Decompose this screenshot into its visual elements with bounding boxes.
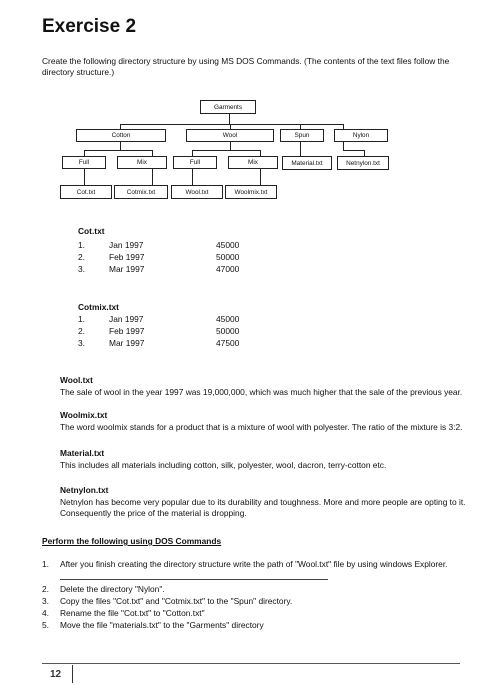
task-item: 5. Move the file "materials.txt" to the "Garments" directory	[42, 620, 264, 630]
tree-node-wool: Wool	[186, 129, 274, 142]
task-item: 4. Rename the file "Cot.txt" to "Cotton.txt"	[42, 608, 205, 618]
tree-connector	[229, 114, 230, 124]
tree-connector	[300, 142, 301, 156]
tree-connector	[230, 142, 231, 150]
tree-connector	[84, 169, 85, 185]
tree-connector	[260, 169, 261, 185]
file-name-cotmix: Cotmix.txt	[78, 302, 119, 312]
page-number: 12	[50, 669, 62, 680]
footer-divider	[42, 663, 460, 664]
page-number-bar	[72, 665, 73, 683]
tree-connector	[192, 150, 261, 151]
tree-connector	[120, 124, 344, 125]
tree-node-material-txt: Material.txt	[282, 156, 332, 170]
perform-heading: Perform the following using DOS Commands	[42, 536, 222, 546]
tree-connector	[152, 169, 153, 185]
tree-node-garments: Garments	[200, 100, 256, 114]
section-title-material: Material.txt	[60, 448, 105, 458]
tree-connector	[192, 169, 193, 185]
tree-node-cot-txt: Cot.txt	[60, 185, 112, 199]
tree-connector	[120, 142, 121, 150]
section-text-netnylon: Netnylon has become very popular due to its durability and toughness. More and more people are opting to it. Consequently the price of the material is dropping.	[60, 497, 466, 518]
task-item: 2. Delete the directory "Nylon".	[42, 584, 165, 594]
file-name-cot: Cot.txt	[78, 226, 105, 236]
section-title-woolmix: Woolmix.txt	[60, 410, 108, 420]
section-title-wool: Wool.txt	[60, 375, 93, 385]
section-text-material: This includes all materials including cotton, silk, polyester, wool, dacron, terry-cotton etc.	[60, 460, 387, 470]
tree-connector	[343, 142, 344, 150]
page-title: Exercise 2	[42, 16, 137, 37]
section-title-netnylon: Netnylon.txt	[60, 485, 109, 495]
tree-node-wool-full: Full	[173, 156, 217, 169]
tree-node-spun: Spun	[280, 129, 324, 142]
tree-node-cotton-full: Full	[62, 156, 106, 169]
intro-text: Create the following directory structure by using MS DOS Commands. (The contents of the text files follow the directory structure.)	[42, 56, 450, 77]
tree-connector	[343, 150, 364, 151]
task-item: 3. Copy the files "Cot.txt" and "Cotmix.txt" to the "Spun" directory.	[42, 596, 293, 606]
tree-node-woolmix-txt: Woolmix.txt	[225, 185, 277, 199]
tree-node-wool-mix: Mix	[228, 156, 278, 169]
tree-node-netnylon-txt: Netnylon.txt	[337, 156, 389, 170]
tree-node-nylon: Nylon	[334, 129, 388, 142]
tree-node-wool-txt: Wool.txt	[171, 185, 223, 199]
section-text-wool: The sale of wool in the year 1997 was 19,000,000, which was much higher that the sale of the previous year.	[60, 387, 463, 397]
tree-connector	[84, 150, 153, 151]
task-item: 1. After you finish creating the directory structure write the path of "Wool.txt" file by using windows Explorer.	[42, 559, 448, 569]
answer-line	[60, 579, 328, 580]
tree-node-cotton: Cotton	[76, 129, 166, 142]
tree-node-cotton-mix: Mix	[117, 156, 167, 169]
tree-node-cotmix-txt: Cotmix.txt	[114, 185, 168, 199]
section-text-woolmix: The word woolmix stands for a product that is a mixture of wool with polyester. The ratio of the mixture is 3:2.	[60, 422, 463, 432]
